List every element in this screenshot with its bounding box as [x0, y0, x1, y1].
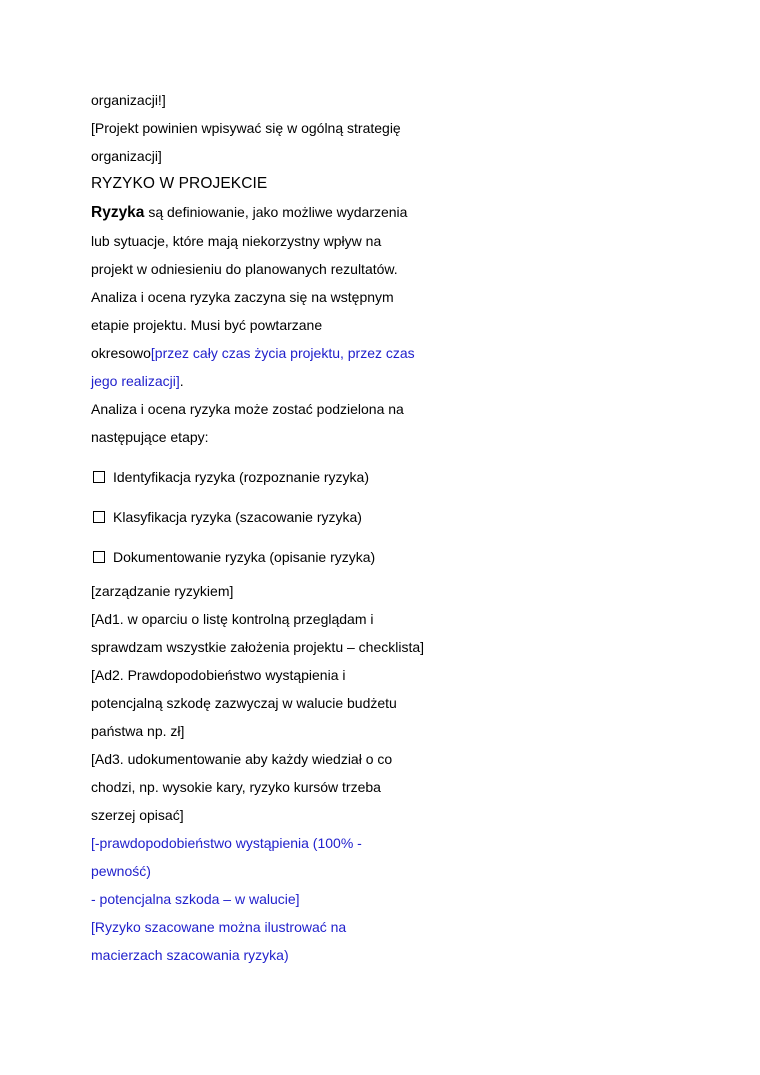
note-line: państwa np. zł] [91, 723, 185, 739]
definition-line [91, 198, 491, 227]
text-line: lub sytuacje, które mają niekorzystny wpływ na [91, 233, 382, 249]
annotation-line: - potencjalna szkoda – w walucie] [91, 891, 300, 907]
stages-checklist [91, 457, 491, 577]
mixed-line [91, 339, 491, 367]
annotation-line: [-prawdopodobieństwo wystąpienia (100% - [91, 835, 362, 851]
checkbox-icon [93, 551, 105, 563]
definition-term: Ryzyka [91, 204, 145, 221]
text-line: organizacji!] [91, 92, 166, 108]
text-line: Analiza i ocena ryzyka może zostać podzielona na [91, 401, 404, 417]
annotation-line: macierzach szacowania ryzyka) [91, 947, 289, 963]
note-line: [Ad3. udokumentowanie aby każdy wiedział o co [91, 751, 393, 767]
checklist-item [91, 457, 491, 497]
text-segment: okresowo [91, 345, 151, 361]
checkbox-icon [93, 471, 105, 483]
note-line: sprawdzam wszystkie założenia projektu – checklista] [91, 639, 425, 655]
checkbox-icon [93, 511, 105, 523]
annotation-segment: jego realizacji] [91, 373, 180, 389]
checklist-label: Klasyfikacja ryzyka (szacowanie ryzyka) [113, 509, 362, 525]
document-body [91, 86, 491, 969]
checklist-item [91, 497, 491, 537]
note-line: potencjalną szkodę zazwyczaj w walucie budżetu [91, 695, 397, 711]
text-line: [Projekt powinien wpisywać się w ogólną strategię [91, 120, 401, 136]
text-line: Analiza i ocena ryzyka zaczyna się na wstępnym [91, 289, 394, 305]
note-line: [zarządzanie ryzykiem] [91, 583, 234, 599]
checklist-label: Identyfikacja ryzyka (rozpoznanie ryzyka) [113, 469, 369, 485]
mixed-line [91, 367, 491, 395]
text-segment: . [179, 373, 184, 389]
checklist-item [91, 537, 491, 577]
text-line: organizacji] [91, 148, 162, 164]
note-line: szerzej opisać] [91, 807, 184, 823]
section-heading: RYZYKO W PROJEKCIE [91, 175, 268, 192]
note-line: [Ad1. w oparciu o listę kontrolną przeglądam i [91, 611, 374, 627]
annotation-line: pewność) [91, 863, 151, 879]
definition-text: są definiowanie, jako możliwe wydarzenia [144, 204, 408, 220]
annotation-line: [Ryzyko szacowane można ilustrować na [91, 919, 347, 935]
note-line: [Ad2. Prawdopodobieństwo wystąpienia i [91, 667, 346, 683]
text-line: etapie projektu. Musi być powtarzane [91, 317, 323, 333]
note-line: chodzi, np. wysokie kary, ryzyko kursów trzeba [91, 779, 381, 795]
annotation-segment: [przez cały czas życia projektu, przez czas [150, 345, 415, 361]
checklist-label: Dokumentowanie ryzyka (opisanie ryzyka) [113, 549, 376, 565]
text-line: projekt w odniesieniu do planowanych rezultatów. [91, 261, 398, 277]
text-line: następujące etapy: [91, 429, 209, 445]
